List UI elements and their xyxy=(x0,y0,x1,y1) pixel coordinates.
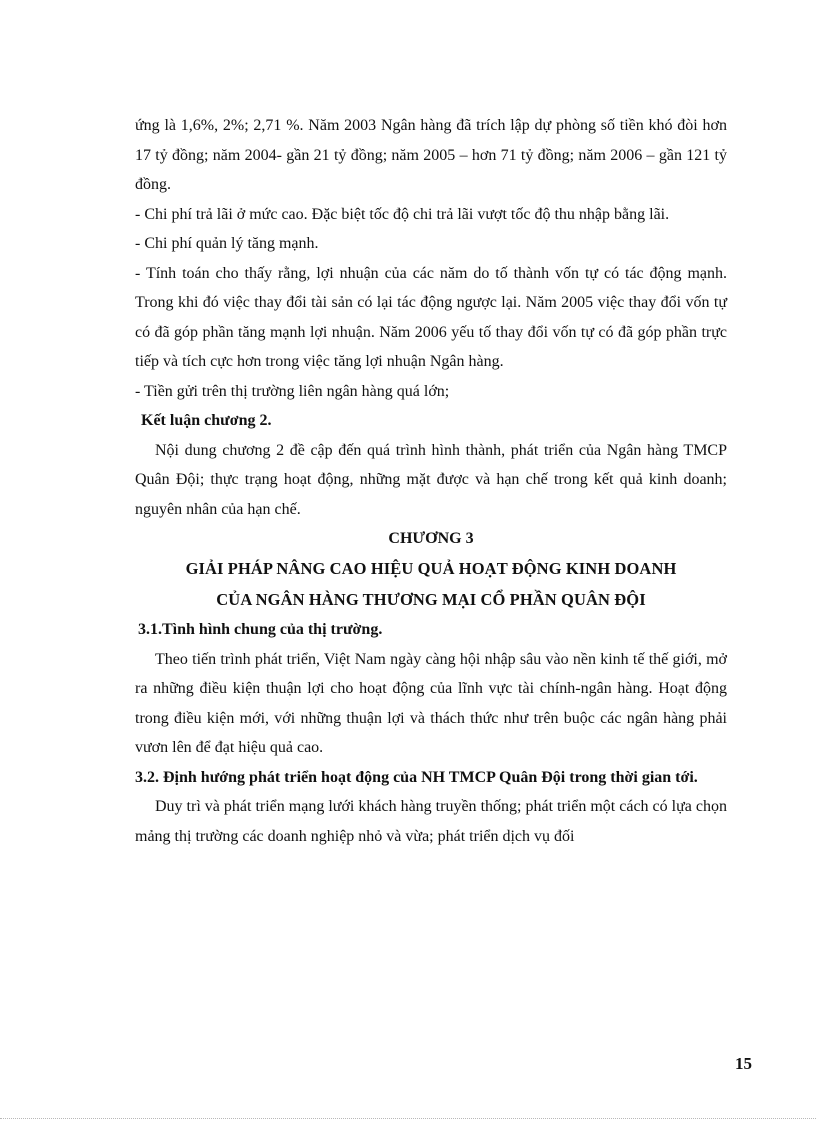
page-bottom-divider xyxy=(0,1118,816,1119)
paragraph-interest-cost: - Chi phí trả lãi ở mức cao. Đặc biệt tốc độ chi trả lãi vượt tốc độ thu nhập bằng lãi. xyxy=(135,205,670,223)
chapter-label: CHƯƠNG 3 xyxy=(388,530,474,547)
paragraph-management-cost: - Chi phí quản lý tăng mạnh. xyxy=(135,235,319,252)
chapter-title-line-2: CỦA NGÂN HÀNG THƯƠNG MẠI CỔ PHẦN QUÂN ĐỘI xyxy=(216,590,646,609)
paragraph-interbank-deposits: - Tiền gửi trên thị trường liên ngân hàng quá lớn; xyxy=(135,382,450,400)
conclusion-text: Nội dung chương 2 đề cập đến quá trình hình thành, phát triển của Ngân hàng TMCP Quân Đội; thực trạng hoạt động, những mặt được và hạn chế trong kết quả kinh doanh; nguyên nhân của hạn chế. xyxy=(135,441,727,518)
paragraph-risk-provisioning: ứng là 1,6%, 2%; 2,71 %. Năm 2003 Ngân hàng đã trích lập dự phòng số tiền khó đòi hơn 17 tỷ đồng; năm 2004- gần 21 tỷ đồng; năm 2005 – hơn 71 tỷ đồng; năm 2006 – gần 121 tỷ đồng. xyxy=(135,117,727,193)
page-content xyxy=(135,111,727,851)
page-number: 15 xyxy=(735,1054,752,1073)
section-3-2-heading: 3.2. Định hướng phát triển hoạt động của NH TMCP Quân Đội trong thời gian tới. xyxy=(135,768,698,786)
section-3-2-text: Duy trì và phát triển mạng lưới khách hàng truyền thống; phát triển một cách có lựa chọn mảng thị trường các doanh nghiệp nhỏ và vừa; phát triển dịch vụ đối xyxy=(135,798,727,845)
section-3-1-heading: 3.1.Tình hình chung của thị trường. xyxy=(138,621,383,638)
section-3-1-text: Theo tiến trình phát triển, Việt Nam ngày càng hội nhập sâu vào nền kinh tế thế giới, mở ra những điều kiện thuận lợi cho hoạt động của lĩnh vực tài chính-ngân hàng. Hoạt động trong điều kiện mới, với những thuận lợi và thách thức như trên buộc các ngân hàng phải vươn lên để đạt hiệu quả cao. xyxy=(135,650,727,756)
paragraph-profit-analysis: - Tính toán cho thấy rằng, lợi nhuận của các năm do tố thành vốn tự có tác động mạnh. Trong khi đó việc thay đổi tài sản có lại tác động ngược lại. Năm 2005 việc thay đổi vốn tự có đã góp phần tăng mạnh lợi nhuận. Năm 2006 yếu tố thay đổi vốn tự có đã góp phần trực tiếp và tích cực hơn trong việc tăng lợi nhuận Ngân hàng. xyxy=(135,264,727,370)
conclusion-heading: Kết luận chương 2. xyxy=(141,412,272,429)
chapter-title-line-1: GIẢI PHÁP NÂNG CAO HIỆU QUẢ HOẠT ĐỘNG KINH DOANH xyxy=(185,559,677,578)
